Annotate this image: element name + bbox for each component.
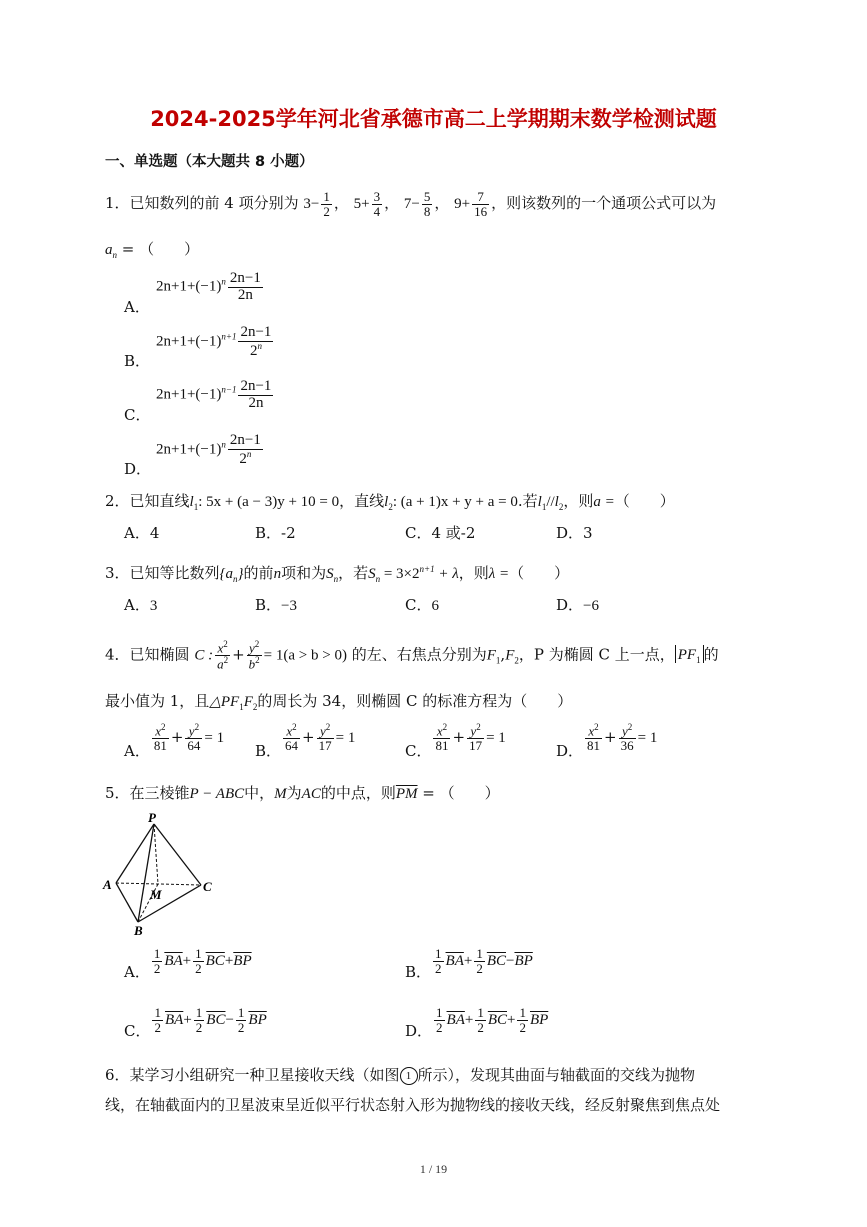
section-heading: 一、单选题（本大题共 8 小题）: [105, 154, 314, 170]
q5-option-a[interactable]: A． $\frac{1}{2}$ $\overline{BA}+$ $\frac{1}{2}$ $\overline{BC}+\overline{BP}$: [124, 946, 252, 982]
edge-AC-dashed: [116, 883, 201, 885]
question-6-line2: 线，在轴截面内的卫星波束呈近似平行状态射入形为抛物线的接收天线，经反射聚焦到焦点处: [105, 1096, 721, 1114]
q2-option-b[interactable]: B．-2: [255, 524, 296, 542]
vertex-P-label: P: [148, 810, 156, 825]
q1-option-d-label[interactable]: D．: [124, 460, 152, 478]
q1-term-2: 5+: [353, 196, 370, 213]
q1-term-4: 9+: [454, 196, 471, 213]
question-6-line1: 6．某学习小组研究一种卫星接收天线（如图 1 所示），发现其曲面与轴截面的交线为抛物: [105, 1066, 696, 1084]
vertex-C-label: C: [203, 879, 212, 894]
question-1-stem: 1．已知数列的前 4 项分别为 3− $\frac{1}{2}$ ， 5+ $\frac{3}{4}$ ， 7− $\frac{5}{8}$ ， 9+ $\frac{7}{16}$ ，则该数列的一个通项公式可以为: [105, 189, 717, 219]
edge-PA: [116, 824, 154, 883]
question-4-line2: 最小值为 1，且$\triangle PF_1F_2$的周长为 34，则椭圆 C 的标准方程为（ ）: [105, 692, 573, 712]
vertex-B-label: B: [134, 923, 143, 938]
q2-option-d[interactable]: D．3: [556, 524, 593, 542]
q3-option-d[interactable]: D．−6: [556, 596, 599, 614]
q2-option-c[interactable]: C．4 或-2: [405, 524, 476, 542]
q1-option-c-label[interactable]: C．: [124, 406, 151, 424]
q5-option-d[interactable]: D． $\frac{1}{2}$ $\overline{BA}+$ $\frac{1}{2}$ $\overline{BC}+$ $\frac{1}{2}$ $\overline{BP}$: [405, 1005, 549, 1041]
q1-term-3-fraction: $\frac{5}{8}$: [423, 189, 431, 219]
q3-option-c[interactable]: C．6: [405, 596, 439, 614]
page-number: 1 / 19: [419, 1162, 448, 1176]
edge-PC: [154, 824, 201, 885]
q4-option-d[interactable]: D． $\frac{x^2}{81}$ + $\frac{y^2}{36}$ = 1: [556, 722, 658, 760]
tetrahedron-figure: [100, 810, 225, 940]
q4-option-b[interactable]: B． $\frac{x^2}{64}$ + $\frac{y^2}{17}$ = 1: [255, 722, 356, 760]
q1-option-d-formula: $2n+1+(-1)^n$ $\frac{2n-1}{2^n}$: [156, 432, 261, 467]
question-2-stem: 2．已知直线$l_1$: 5x + (a − 3)y + 10 = 0，直线$l_2$: (a + 1)x + y + a = 0.若$l_1//l_2$，则a =（ ）: [105, 492, 675, 512]
q5-option-b[interactable]: B． $\frac{1}{2}$ $\overline{BA}+$ $\frac{1}{2}$ $\overline{BC}-\overline{BP}$: [405, 946, 533, 982]
q2-option-a[interactable]: A．4: [124, 524, 160, 542]
q3-option-b[interactable]: B．−3: [255, 596, 297, 614]
vertex-A-label: A: [103, 877, 112, 892]
question-3-stem: 3．已知等比数列$\{a_n\}$的前n项和为$S_n$，若$S_n = 3\times 2^{n+1} + \lambda$，则λ =（ ）: [105, 564, 570, 584]
point-M-label: M: [150, 887, 162, 902]
q1-term-3: 7−: [403, 196, 420, 213]
q1-term-4-fraction: $\frac{7}{16}$: [474, 189, 488, 219]
q1-term-2-fraction: $\frac{3}{4}$: [373, 189, 381, 219]
page-title: 2024-2025学年河北省承德市高二上学期期末数学检测试题: [150, 107, 717, 131]
question-1-answer-line: $a_n$ = （ ）: [105, 240, 200, 260]
q1-term-1-fraction: $\frac{1}{2}$: [323, 189, 330, 219]
q1-term-1: 3−: [303, 196, 320, 213]
q1-option-c-formula: $2n+1+(-1)^{n-1}$ $\frac{2n-1}{2n}$: [156, 378, 272, 411]
segment-PM-dashed: [154, 824, 158, 884]
q1-tail: ，则该数列的一个通项公式可以为: [491, 194, 717, 213]
q1-intro: 1．已知数列的前 4 项分别为: [105, 194, 299, 213]
q4-option-c[interactable]: C． $\frac{x^2}{81}$ + $\frac{y^2}{17}$ = 1: [405, 722, 506, 760]
edge-AB: [116, 883, 138, 922]
q5-option-c[interactable]: C． $\frac{1}{2}$ $\overline{BA}+$ $\frac{1}{2}$ $\overline{BC}-$ $\frac{1}{2}$ $\overline{BP}$: [124, 1005, 267, 1041]
q3-option-a[interactable]: A．3: [124, 596, 158, 614]
q4-option-a[interactable]: A． $\frac{x^2}{81}$ + $\frac{y^2}{64}$ = 1: [124, 722, 225, 760]
q1-option-b-label[interactable]: B．: [124, 352, 151, 370]
figure-ref-circled-number: 1: [400, 1067, 418, 1085]
question-5-stem: 5．在三棱锥P − ABC中，M为AC的中点，则$\overline{PM}$ = （ ）: [105, 784, 500, 802]
question-4-stem: 4．已知椭圆 C : $\frac{x^2}{a^2}$ + $\frac{y^2}{b^2}$ = 1(a > b > 0) 的左、右焦点分别为$F_1,F_2$，P 为椭圆 C 上一点， $PF_1$ 的: [105, 639, 719, 672]
q1-option-a-label[interactable]: A．: [124, 298, 150, 316]
q1-option-a-formula: $2n+1+(-1)^n$ $\frac{2n-1}{2n}$: [156, 270, 261, 303]
q1-option-b-formula: $2n+1+(-1)^{n+1}$ $\frac{2n-1}{2^n}$: [156, 324, 272, 359]
